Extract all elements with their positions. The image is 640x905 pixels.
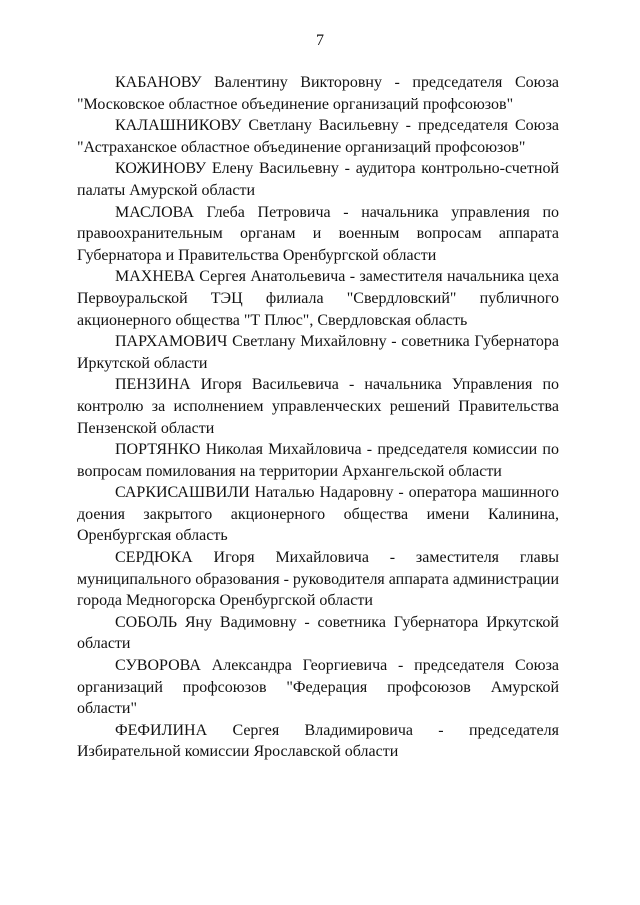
list-item-kabanova: КАБАНОВУ Валентину Викторовну - председателя Союза "Московское областное объединение организаций профсоюзов" bbox=[77, 74, 559, 113]
list-item-parkhamovich: ПАРХАМОВИЧ Светлану Михайловну - советника Губернатора Иркутской области bbox=[77, 333, 559, 372]
award-list bbox=[77, 72, 559, 763]
list-item-sobol: СОБОЛЬ Яну Вадимовну - советника Губернатора Иркутской области bbox=[77, 613, 559, 653]
list-item-suvorov: СУВОРОВА Александра Георгиевича - председателя Союза организаций профсоюзов "Федерация профсоюзов Амурской области" bbox=[77, 657, 559, 718]
list-item-serdyuk: СЕРДЮКА Игоря Михайловича - заместителя главы муниципального образования - руководителя аппарата администрации города Медногорска Оренбургской области bbox=[77, 549, 560, 610]
list-item-portyanko: ПОРТЯНКО Николая Михайловича - председателя комиссии по вопросам помилования на территории Архангельской области bbox=[77, 441, 559, 480]
list-item-sarkisashvili: САРКИСАШВИЛИ Наталью Надаровну - оператора машинного доения закрытого акционерного общества имени Калинина, Оренбургская область bbox=[77, 484, 559, 545]
list-item-makhnev: МАХНЕВА Сергея Анатольевича - заместителя начальника цеха Первоуральской ТЭЦ филиала "Свердловский" публичного акционерного общества "Т Плюс", Свердловская область bbox=[77, 268, 559, 329]
list-item-kozhinova: КОЖИНОВУ Елену Васильевну - аудитора контрольно-счетной палаты Амурской области bbox=[77, 160, 559, 199]
page-number: 7 bbox=[316, 32, 324, 49]
list-item-maslov: МАСЛОВА Глеба Петровича - начальника управления по правоохранительным органам и военным вопросам аппарата Губернатора и Правительства Оренбургской области bbox=[77, 203, 559, 264]
list-item-kalashnikova: КАЛАШНИКОВУ Светлану Васильевну - председателя Союза "Астраханское областное объединение организаций профсоюзов" bbox=[77, 117, 559, 156]
list-item-penzin: ПЕНЗИНА Игоря Васильевича - начальника Управления по контролю за исполнением управленческих решений Правительства Пензенской области bbox=[77, 376, 559, 437]
list-item-fefilin: ФЕФИЛИНА Сергея Владимировича - председателя Избирательной комиссии Ярославской области bbox=[77, 721, 559, 761]
